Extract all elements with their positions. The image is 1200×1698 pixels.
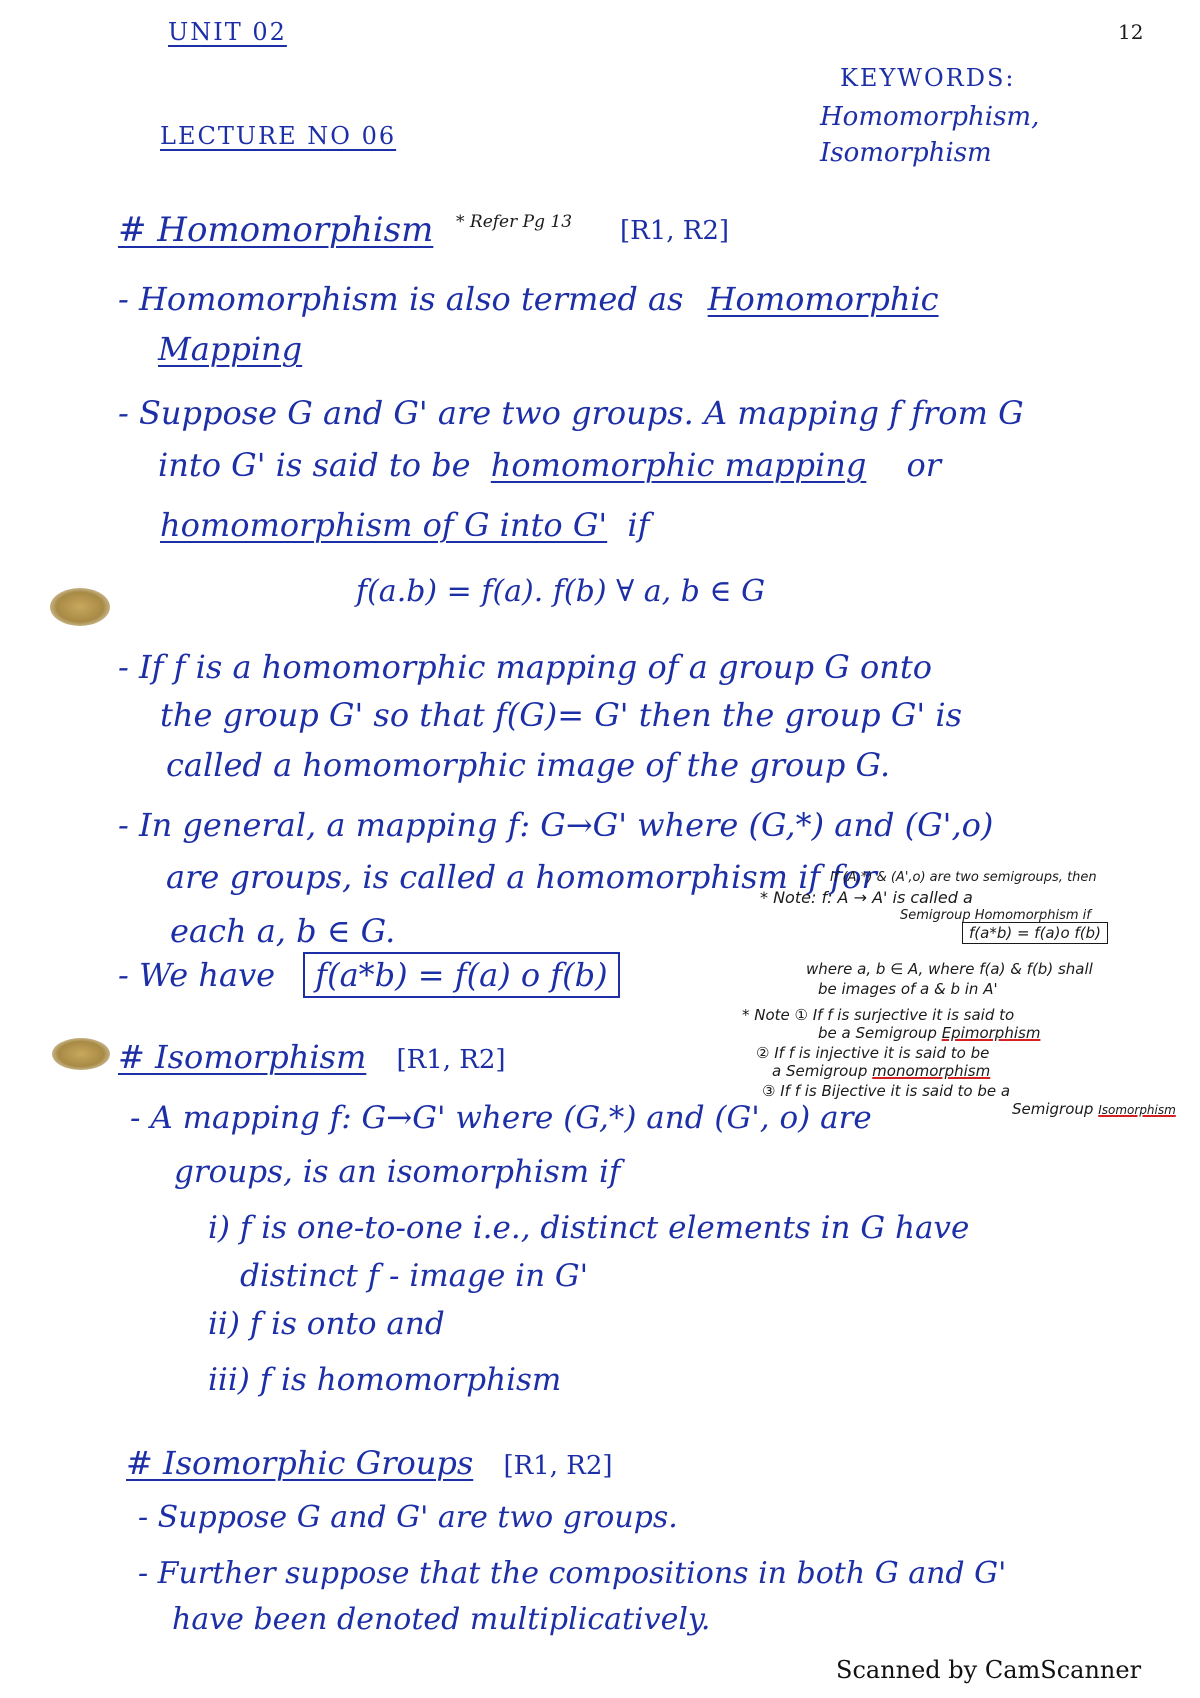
isomorphism-line2: groups, is an isomorphism if — [174, 1154, 621, 1190]
isomorphism-item3: iii) f is homomorphism — [208, 1362, 562, 1398]
note3-line-a: ③ If f is Bijective it is said to be a — [762, 1082, 1011, 1100]
homomorphism-p2-line3 — [160, 506, 649, 544]
keywords-label: KEYWORDS: — [840, 64, 1016, 92]
note1-line-a: * Note ① If f is surjective it is said to — [742, 1006, 1015, 1024]
scanner-watermark: Scanned by CamScanner — [836, 1656, 1142, 1684]
p2-text-b: or — [906, 446, 942, 484]
note1-text: be a Semigroup — [818, 1024, 937, 1042]
we-have: - We have — [118, 956, 276, 994]
isomorphism-item2: ii) f is onto and — [208, 1306, 445, 1342]
homomorphism-p1-line1 — [118, 280, 939, 318]
homomorphism-p1-line2: Mapping — [158, 330, 303, 368]
note2-text: a Semigroup — [772, 1062, 868, 1080]
note1-line-b — [818, 1024, 1040, 1043]
homomorphism-p4-line3: each a, b ∈ G. — [170, 912, 396, 950]
paper-stain — [52, 1038, 110, 1070]
note3-text: Semigroup — [1012, 1100, 1094, 1118]
side-note-line4: where a, b ∈ A, where f(a) & f(b) shall — [806, 960, 1093, 978]
isomorphic-groups-line1: - Suppose G and G' are two groups. — [138, 1500, 678, 1535]
unit-label: UNIT 02 — [168, 18, 287, 46]
lecture-label: LECTURE NO 06 — [160, 122, 397, 150]
p2-text-a: into G' is said to be — [158, 446, 471, 484]
isomorphic-groups-line2: - Further suppose that the compositions in both G and G' — [138, 1556, 1007, 1591]
p1-term: Homomorphic — [707, 280, 939, 318]
p2-if: if — [627, 506, 650, 544]
note3-line-b — [1012, 1100, 1176, 1120]
refer-note: * Refer Pg 13 — [456, 212, 573, 232]
boxed-formula: f(a*b) = f(a) o f(b) — [303, 952, 619, 998]
isomorphism-refs: [R1, R2] — [396, 1045, 506, 1075]
homomorphism-refs: [R1, R2] — [620, 216, 730, 246]
p2-term1: homomorphic mapping — [490, 446, 867, 484]
note2-line-b — [772, 1062, 990, 1081]
homomorphism-p3-line1: - If f is a homomorphic mapping of a group G onto — [118, 648, 933, 686]
isomorphic-groups-refs: [R1, R2] — [503, 1451, 613, 1481]
side-note-line2: * Note: f: A → A' is called a — [760, 888, 973, 907]
isomorphism-heading-text: # Isomorphism — [118, 1038, 367, 1076]
isomorphic-groups-heading — [126, 1444, 613, 1482]
homomorphism-p3-line3: called a homomorphic image of the group G. — [166, 746, 891, 784]
p2-term2: homomorphism of G into G' — [160, 506, 608, 544]
side-note-line3: Semigroup Homomorphism if — [900, 908, 1091, 923]
isomorphic-groups-heading-text: # Isomorphic Groups — [126, 1444, 474, 1482]
page-number: 12 — [1118, 20, 1144, 44]
homomorphism-formula: f(a.b) = f(a). f(b) ∀ a, b ∈ G — [356, 574, 766, 609]
homomorphism-p2-line1: - Suppose G and G' are two groups. A mapping f from G — [118, 394, 1024, 432]
isomorphism-line1: - A mapping f: G→G' where (G,*) and (G', o) are — [130, 1100, 872, 1136]
isomorphism-item1-a: i) f is one-to-one i.e., distinct elements in G have — [208, 1210, 970, 1246]
keywords-line2: Isomorphism — [820, 138, 992, 168]
homomorphism-heading-text: # Homomorphism — [118, 210, 434, 250]
side-note-formula — [962, 924, 1108, 943]
homomorphism-p5 — [118, 956, 620, 994]
homomorphism-heading — [118, 210, 433, 250]
side-note-line5: be images of a & b in A' — [818, 980, 998, 998]
note2-line-a: ② If f is injective it is said to be — [756, 1044, 990, 1062]
keywords-line1: Homomorphism, — [820, 102, 1040, 132]
isomorphism-item1-b: distinct f - image in G' — [240, 1258, 589, 1294]
note3-term: Isomorphism — [1098, 1103, 1176, 1117]
side-note-line1: If (A,*) & (A',o) are two semigroups, then — [830, 870, 1097, 885]
homomorphism-p3-line2: the group G' so that f(G)= G' then the group G' is — [160, 696, 963, 734]
homomorphism-p4-line1: - In general, a mapping f: G→G' where (G,*) and (G',o) — [118, 806, 994, 844]
paper-stain — [50, 588, 110, 626]
side-note-formula-box: f(a*b) = f(a)o f(b) — [962, 922, 1108, 944]
note2-term: monomorphism — [872, 1062, 991, 1080]
isomorphic-groups-line3: have been denoted multiplicatively. — [172, 1602, 711, 1637]
note1-term: Epimorphism — [941, 1024, 1041, 1042]
isomorphism-heading — [118, 1038, 506, 1076]
homomorphism-p4-line2: are groups, is called a homomorphism if for — [166, 858, 877, 896]
homomorphism-p2-line2 — [158, 446, 941, 484]
p1-text: - Homomorphism is also termed as — [118, 280, 684, 318]
